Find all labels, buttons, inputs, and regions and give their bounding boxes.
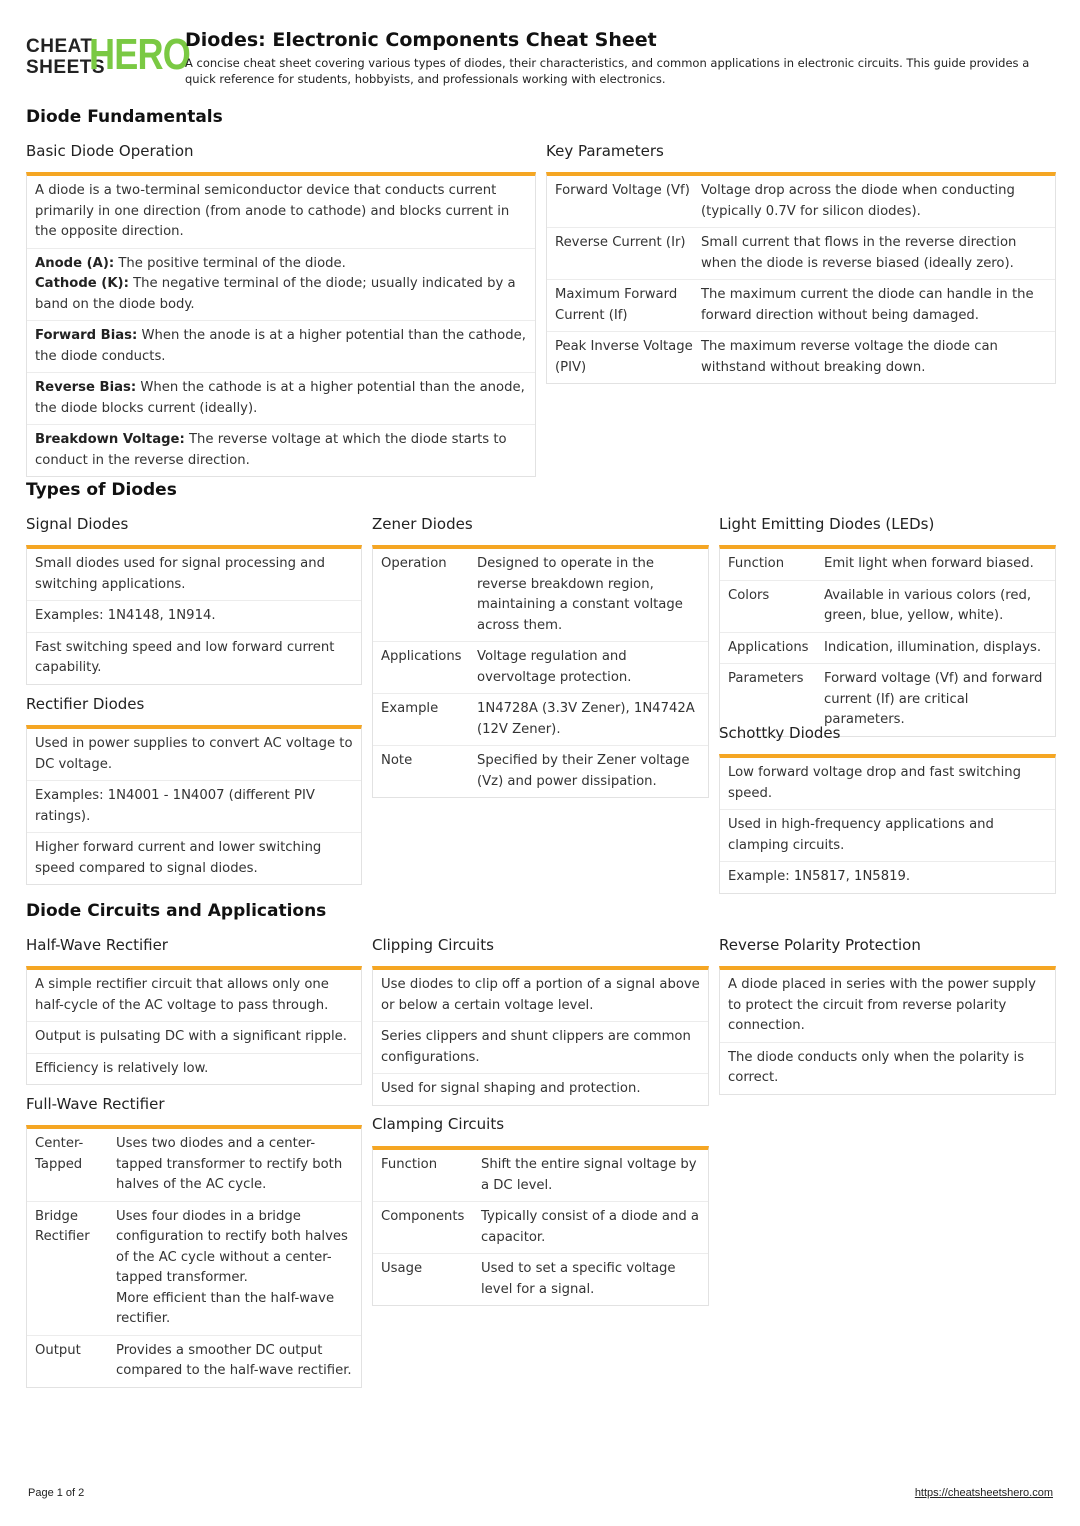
card-title-clamping: Clamping Circuits xyxy=(372,1115,505,1133)
card-half-wave xyxy=(26,966,362,1085)
row-value: Uses two diodes and a center-tapped transformer to rectify both halves of the AC cycle. xyxy=(116,1136,343,1192)
row-text: A diode is a two-terminal semiconductor device that conducts current primarily in one direction (from anode to cathode) and blocks current in the opposite direction. xyxy=(35,183,510,239)
row-value: Voltage drop across the diode when conducting (typically 0.7V for silicon diodes). xyxy=(701,183,1015,219)
row-value: Specified by their Zener voltage (Vz) and power dissipation. xyxy=(477,753,690,789)
row-key: Usage xyxy=(381,1261,423,1276)
row-value: Provides a smoother DC output compared to the half-wave rectifier. xyxy=(116,1342,352,1378)
card-title-zener-diodes: Zener Diodes xyxy=(372,515,473,533)
card-clipping xyxy=(372,966,709,1106)
row-key: Components xyxy=(381,1209,465,1224)
list-item xyxy=(27,249,535,322)
list-item xyxy=(27,176,535,249)
table-row xyxy=(373,694,708,746)
list-item xyxy=(27,425,535,476)
table-row xyxy=(720,633,1055,665)
row-key: Center-Tapped xyxy=(35,1136,84,1172)
list-item: Efficiency is relatively low. xyxy=(35,1060,209,1076)
table-row xyxy=(27,1202,361,1336)
row-value: The maximum current the diode can handle in the forward direction without being damaged. xyxy=(701,287,1034,323)
row-label: Reverse Bias: xyxy=(35,380,137,395)
row-value: Indication, illumination, displays. xyxy=(824,639,1042,655)
table-row xyxy=(373,549,708,642)
row-key: Peak Inverse Voltage (PIV) xyxy=(555,339,693,375)
list-item: A simple rectifier circuit that allows only one half-cycle of the AC voltage to pass through. xyxy=(27,970,361,1022)
card-rectifier-diodes xyxy=(26,725,362,885)
logo[interactable] xyxy=(26,30,190,82)
card-title-clipping: Clipping Circuits xyxy=(372,936,494,954)
table-row xyxy=(27,1336,361,1387)
row-text: The negative terminal of the diode; usually indicated by a band on the diode body. xyxy=(35,276,516,312)
row-label: Cathode (K): xyxy=(35,276,129,291)
table-row xyxy=(547,332,1055,383)
list-item: Example: 1N5817, 1N5819. xyxy=(728,869,911,884)
card-key-parameters xyxy=(546,172,1056,384)
row-key: Forward Voltage (Vf) xyxy=(555,183,690,198)
row-key: Example xyxy=(381,701,439,716)
card-leds xyxy=(719,545,1056,737)
list-item xyxy=(27,321,535,373)
list-item: Series clippers and shunt clippers are common configurations. xyxy=(373,1022,708,1074)
row-value: Typically consist of a diode and a capacitor. xyxy=(481,1209,699,1245)
site-link[interactable]: https://cheatsheetshero.com xyxy=(914,1487,1053,1499)
card-basic-operation xyxy=(26,172,536,477)
row-key: Operation xyxy=(381,556,447,571)
logo-text-sheets: SHEETS xyxy=(26,57,106,78)
row-key: Output xyxy=(35,1342,81,1358)
table-row xyxy=(373,746,708,797)
table-row xyxy=(373,642,708,694)
row-key: Maximum Forward Current (If) xyxy=(555,287,678,323)
card-title-full-wave: Full-Wave Rectifier xyxy=(26,1095,165,1113)
table-row xyxy=(720,549,1055,581)
row-text: When the anode is at a higher potential than the cathode, the diode conducts. xyxy=(35,328,526,364)
list-item xyxy=(27,373,535,425)
list-item: A diode placed in series with the power supply to protect the circuit from reverse polarity connection. xyxy=(720,970,1055,1043)
row-key: Note xyxy=(381,753,413,768)
row-key: Applications xyxy=(381,649,462,664)
card-title-schottky-diodes: Schottky Diodes xyxy=(719,724,841,742)
row-label: Anode (A): xyxy=(35,255,115,271)
table-row xyxy=(373,1150,708,1202)
list-item: Use diodes to clip off a portion of a signal above or below a certain voltage level. xyxy=(373,970,708,1022)
list-item: Used in high-frequency applications and clamping circuits. xyxy=(720,810,1055,862)
row-value: Used to set a specific voltage level for a signal. xyxy=(481,1261,676,1297)
card-title-basic-operation: Basic Diode Operation xyxy=(26,142,194,160)
row-value: Forward voltage (Vf) and forward current (If) are critical parameters. xyxy=(824,671,1043,727)
row-value: Shift the entire signal voltage by a DC level. xyxy=(481,1157,697,1193)
card-title-half-wave: Half-Wave Rectifier xyxy=(26,936,168,954)
logo-text-cheat: CHEAT xyxy=(26,36,93,57)
row-value-text: More efficient than the half-wave rectifier. xyxy=(116,1290,335,1326)
row-value: Available in various colors (red, green, blue, yellow, white). xyxy=(824,587,1032,623)
row-text: The reverse voltage at which the diode starts to conduct in the reverse direction. xyxy=(35,432,507,468)
table-row xyxy=(720,581,1055,633)
page-number: Page 1 of 2 xyxy=(28,1487,85,1499)
page-subtitle: A concise cheat sheet covering various types of diodes, their characteristics, and common applications in electronic circuits. This guide provides a quick reference for students, hobbyists, and professionals working with electronics. xyxy=(185,56,1030,86)
row-key: Applications xyxy=(728,639,809,655)
row-key: Function xyxy=(381,1157,438,1172)
row-key: Bridge Rectifier xyxy=(35,1208,90,1244)
list-item: Used for signal shaping and protection. xyxy=(381,1081,641,1096)
page-title: Diodes: Electronic Components Cheat Sheet xyxy=(185,29,657,51)
card-full-wave xyxy=(26,1125,362,1388)
section-title-fundamentals: Diode Fundamentals xyxy=(26,107,223,127)
row-label: Breakdown Voltage: xyxy=(35,432,185,447)
card-clamping xyxy=(372,1146,709,1306)
list-item: Higher forward current and lower switching speed compared to signal diodes. xyxy=(35,840,322,876)
card-title-rectifier-diodes: Rectifier Diodes xyxy=(26,695,145,713)
table-row xyxy=(373,1254,708,1305)
list-item: Examples: 1N4148, 1N914. xyxy=(27,601,361,633)
list-item: Output is pulsating DC with a significant ripple. xyxy=(27,1022,361,1054)
row-value: Emit light when forward biased. xyxy=(824,556,1034,571)
card-title-reverse-polarity: Reverse Polarity Protection xyxy=(719,936,921,954)
card-signal-diodes xyxy=(26,545,362,685)
row-key: Parameters xyxy=(728,671,804,686)
row-value: Small current that flows in the reverse direction when the diode is reverse biased (ideally zero). xyxy=(701,235,1017,271)
card-title-signal-diodes: Signal Diodes xyxy=(26,515,129,533)
row-key: Reverse Current (Ir) xyxy=(555,235,686,250)
logo-text-hero: HERO xyxy=(89,30,190,79)
card-title-key-parameters: Key Parameters xyxy=(546,142,664,160)
list-item: Examples: 1N4001 - 1N4007 (different PIV ratings). xyxy=(27,781,361,833)
card-reverse-polarity xyxy=(719,966,1056,1095)
table-row xyxy=(547,280,1055,332)
row-value: Designed to operate in the reverse breakdown region, maintaining a constant voltage across them. xyxy=(477,556,683,633)
card-title-leds: Light Emitting Diodes (LEDs) xyxy=(719,515,935,533)
row-value: Voltage regulation and overvoltage protection. xyxy=(477,649,632,685)
table-row xyxy=(547,176,1055,228)
list-item: Fast switching speed and low forward current capability. xyxy=(35,639,335,675)
row-value: The maximum reverse voltage the diode can withstand without breaking down. xyxy=(701,339,998,375)
row-text: When the cathode is at a higher potential than the anode, the diode blocks current (ideally). xyxy=(35,380,525,416)
row-text: The positive terminal of the diode. xyxy=(118,255,346,271)
list-item: Small diodes used for signal processing and switching applications. xyxy=(27,549,361,601)
section-title-types: Types of Diodes xyxy=(26,480,177,500)
table-row xyxy=(547,228,1055,280)
list-item: Used in power supplies to convert AC voltage to DC voltage. xyxy=(27,729,361,781)
row-value: 1N4728A (3.3V Zener), 1N4742A (12V Zener). xyxy=(477,701,695,737)
row-label: Forward Bias: xyxy=(35,328,138,343)
row-value-text: Uses four diodes in a bridge configuration to rectify both halves of the AC cycle without a center-tapped transformer. xyxy=(116,1208,348,1285)
table-row xyxy=(373,1202,708,1254)
card-zener-diodes xyxy=(372,545,709,798)
row-value xyxy=(116,1207,353,1330)
row-key: Function xyxy=(728,556,785,571)
table-row xyxy=(27,1129,361,1202)
row-key: Colors xyxy=(728,587,770,603)
card-schottky-diodes xyxy=(719,754,1056,894)
list-item: The diode conducts only when the polarity is correct. xyxy=(728,1049,1025,1085)
list-item: Low forward voltage drop and fast switching speed. xyxy=(720,758,1055,810)
section-title-circuits: Diode Circuits and Applications xyxy=(26,901,327,921)
